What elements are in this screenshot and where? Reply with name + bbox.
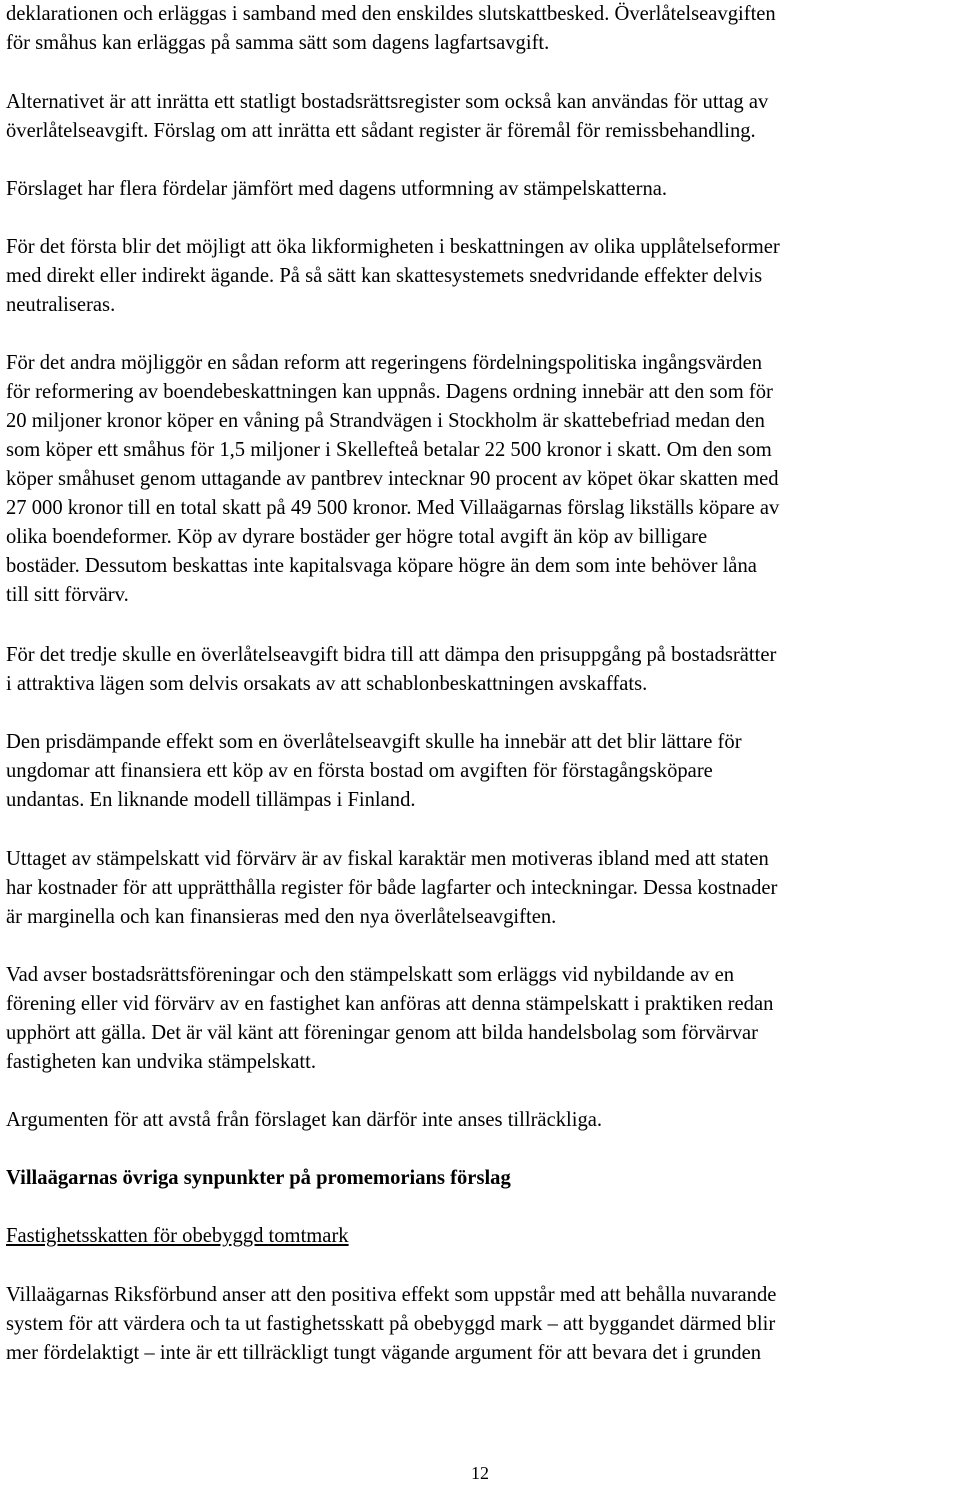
paragraph-6	[6, 641, 776, 699]
text-line: olika boendeformer. Köp av dyrare bostäder ger högre total avgift än köp av billigare	[6, 526, 708, 548]
text-line: i attraktiva lägen som delvis orsakats av att schablonbeskattningen avskaffats.	[6, 673, 648, 695]
text-line: system för att värdera och ta ut fastighetsskatt på obebyggd mark – att byggandet därmed blir	[6, 1313, 776, 1335]
text-line: neutraliseras.	[6, 294, 116, 316]
text-line: till sitt förvärv.	[6, 584, 129, 606]
text-line: bostäder. Dessutom beskattas inte kapitalsvaga köpare högre än dem som inte behöver låna	[6, 555, 757, 577]
paragraph-8	[6, 845, 777, 932]
text-line: 27 000 kronor till en total skatt på 49 500 kronor. Med Villaägarnas förslag likställs köpare av	[6, 497, 780, 519]
text-line: För det tredje skulle en överlåtelseavgift bidra till att dämpa den prisuppgång på bostadsrätter	[6, 644, 777, 666]
page-number: 12	[471, 1463, 489, 1483]
text-line: fastigheten kan undvika stämpelskatt.	[6, 1051, 316, 1073]
text-line: ungdomar att finansiera ett köp av en första bostad om avgiften för förstagångsköpare	[6, 760, 713, 782]
text-line: med direkt eller indirekt ägande. På så sätt kan skattesystemets snedvridande effekter delvis	[6, 265, 763, 287]
paragraph-7	[6, 728, 742, 815]
paragraph-2	[6, 88, 768, 146]
text-line: köper småhuset genom uttagande av pantbrev intecknar 90 procent av köpet ökar skatten med	[6, 468, 779, 490]
text-line: För det andra möjliggör en sådan reform att regeringens fördelningspolitiska ingångsvärden	[6, 352, 763, 374]
text-line: överlåtelseavgift. Förslag om att inrätta ett sådant register är föremål för remissbehandling.	[6, 120, 756, 142]
text-line: undantas. En liknande modell tillämpas i Finland.	[6, 789, 416, 811]
text-line: för småhus kan erläggas på samma sätt som dagens lagfartsavgift.	[6, 32, 550, 54]
text-line: Vad avser bostadsrättsföreningar och den stämpelskatt som erläggs vid nybildande av en	[6, 964, 735, 986]
text-line: för reformering av boendebeskattningen kan uppnås. Dagens ordning innebär att den som för	[6, 381, 773, 403]
paragraph-10	[6, 1106, 602, 1135]
paragraph-4	[6, 233, 780, 320]
text-line: För det första blir det möjligt att öka likformigheten i beskattningen av olika upplåtelseformer	[6, 236, 780, 258]
subsection-heading-text: Fastighetsskatten för obebyggd tomtmark	[6, 1225, 349, 1247]
text-line: Alternativet är att inrätta ett statligt bostadsrättsregister som också kan användas för uttag av	[6, 91, 769, 113]
paragraph-9	[6, 961, 773, 1077]
text-line: Förslaget har flera fördelar jämfört med dagens utformning av stämpelskatterna.	[6, 178, 668, 200]
text-line: Villaägarnas Riksförbund anser att den positiva effekt som uppstår med att behålla nuvarande	[6, 1284, 777, 1306]
section-heading-text: Villaägarnas övriga synpunkter på promemorians förslag	[6, 1167, 511, 1189]
text-line: Den prisdämpande effekt som en överlåtelseavgift skulle ha innebär att det blir lättare för	[6, 731, 742, 753]
text-line: Uttaget av stämpelskatt vid förvärv är av fiskal karaktär men motiveras ibland med att staten	[6, 848, 769, 870]
text-line: är marginella och kan finansieras med den nya överlåtelseavgiften.	[6, 906, 557, 928]
text-line: Argumenten för att avstå från förslaget kan därför inte anses tillräckliga.	[6, 1109, 603, 1131]
text-line: som köper ett småhus för 1,5 miljoner i Skellefteå betalar 22 500 kronor i skatt. Om den som	[6, 439, 772, 461]
text-line: förening eller vid förvärv av en fastighet kan anföras att denna stämpelskatt i praktiken redan	[6, 993, 774, 1015]
text-line: har kostnader för att upprätthålla register för både lagfarter och inteckningar. Dessa kostnader	[6, 877, 778, 899]
subsection-heading	[6, 1222, 349, 1251]
text-line: upphört att gälla. Det är väl känt att föreningar genom att bilda handelsbolag som förvärvar	[6, 1022, 758, 1044]
text-line: deklarationen och erläggas i samband med den enskildes slutskattbesked. Överlåtelseavgiften	[6, 3, 776, 25]
paragraph-3	[6, 175, 667, 204]
paragraph-final	[6, 1281, 776, 1368]
section-heading	[6, 1164, 511, 1193]
text-line: mer fördelaktigt – inte är ett tillräckligt tungt vägande argument för att bevara det i grunden	[6, 1342, 762, 1364]
paragraph-1	[6, 0, 776, 58]
paragraph-5	[6, 349, 779, 610]
text-line: 20 miljoner kronor köper en våning på Strandvägen i Stockholm är skattebefriad medan den	[6, 410, 765, 432]
